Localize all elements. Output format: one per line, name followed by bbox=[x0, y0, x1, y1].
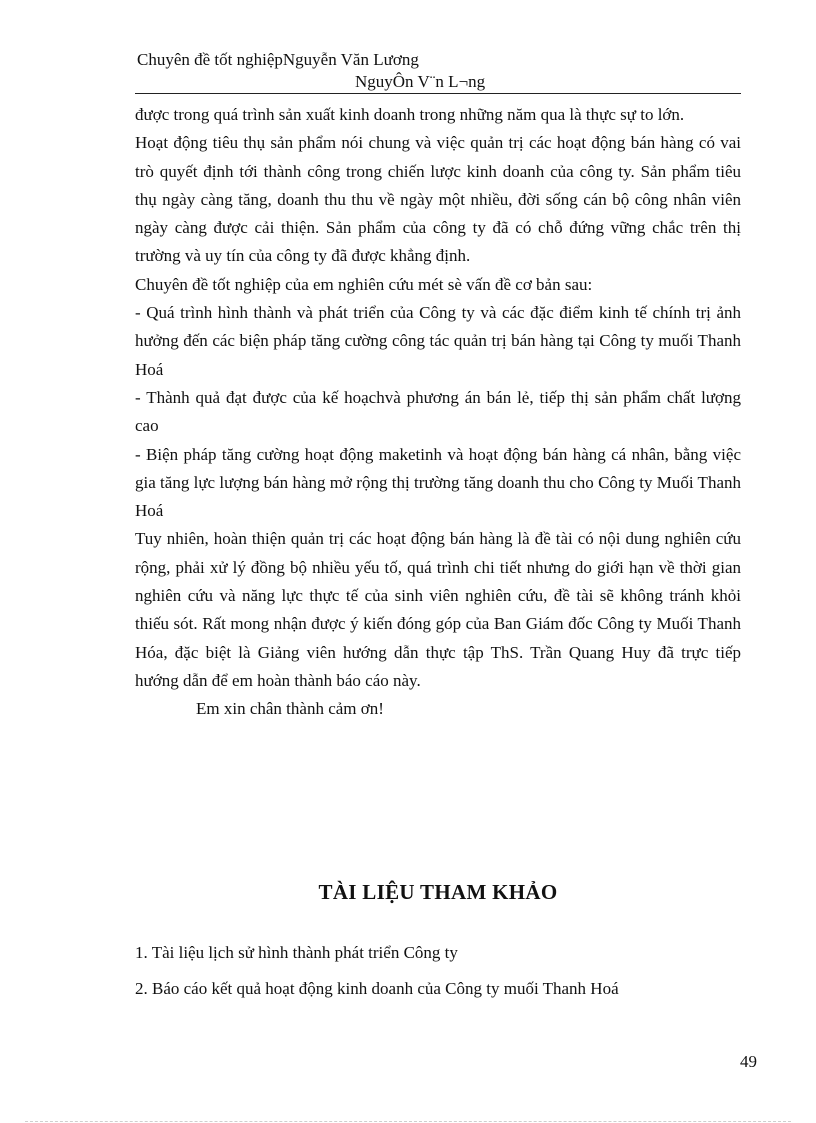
list-item-achievements: - Thành quả đạt được của kế hoạchvà phương án bán lẻ, tiếp thị sản phẩm chất lượng cao bbox=[135, 387, 741, 436]
paragraph-limitations: Tuy nhiên, hoàn thiện quản trị các hoạt động bán hàng là đề tài có nội dung nghiên cứu rộng, phải xử lý đồng bộ nhiều yếu tố, quá trình chi tiết nhưng do giới hạn về thời gian nghiên cứu và năng lực thực tế của sinh viên nghiên cứu, đề tài sẽ không tránh khỏi thiếu sót. Rất mong nhận được ý kiến đóng góp của Ban Giám đốc Công ty Muối Thanh Hóa, đặc biệt là Giảng viên hướng dẫn thực tập ThS. Trần Quang Huy đã trực tiếp hướng dẫn để em hoàn thành báo cáo này. bbox=[135, 529, 741, 690]
page-bottom-edge bbox=[25, 1121, 791, 1122]
reference-item: 1. Tài liệu lịch sử hình thành phát triển Công ty bbox=[135, 943, 458, 962]
references-title: TÀI LIỆU THAM KHẢO bbox=[318, 880, 558, 904]
paragraph-sales-role: Hoạt động tiêu thụ sản phẩm nói chung và việc quản trị các hoạt động bán hàng có vai trò quyết định tới thành công trong chiến lược kinh doanh của công ty. Sản phẩm tiêu thụ ngày càng tăng, doanh thu thu về ngày một nhiều, đời sống cán bộ công nhân viên ngày càng được cải thiện. Sản phẩm của công ty đã có chỗ đứng vững chắc trên thị trường và uy tín của công ty đã được khẳng định. bbox=[135, 133, 741, 266]
body-text bbox=[135, 101, 741, 724]
running-header-title: Chuyên đề tốt nghiệpNguyễn Văn Lương bbox=[137, 50, 419, 69]
reference-item: 2. Báo cáo kết quả hoạt động kinh doanh của Công ty muối Thanh Hoá bbox=[135, 979, 619, 998]
list-item-measures: - Biện pháp tăng cường hoạt động maketinh và hoạt động bán hàng cá nhân, bằng việc gia tăng lực lượng bán hàng mở rộng thị trường tăng doanh thu cho Công ty Muối Thanh Hoá bbox=[135, 444, 741, 521]
closing-thanks: Em xin chân thành cảm ơn! bbox=[196, 699, 384, 719]
references-list bbox=[135, 941, 741, 1013]
page-number: 49 bbox=[740, 1052, 757, 1071]
paragraph-continuation: được trong quá trình sản xuất kinh doanh trong những năm qua là thực sự to lớn. bbox=[135, 105, 685, 124]
header-divider bbox=[135, 93, 741, 94]
paragraph-topics-intro: Chuyên đề tốt nghiệp của em nghiên cứu mét sè vấn đề cơ bản sau: bbox=[135, 274, 593, 294]
list-item-history: - Quá trình hình thành và phát triển của Công ty và các đặc điểm kinh tế chính trị ảnh hưởng đến các biện pháp tăng cường công tác quản trị bán hàng tại Công ty muối Thanh Hoá bbox=[135, 303, 741, 379]
running-header-author: NguyÔn V¨n L¬ng bbox=[355, 72, 486, 91]
